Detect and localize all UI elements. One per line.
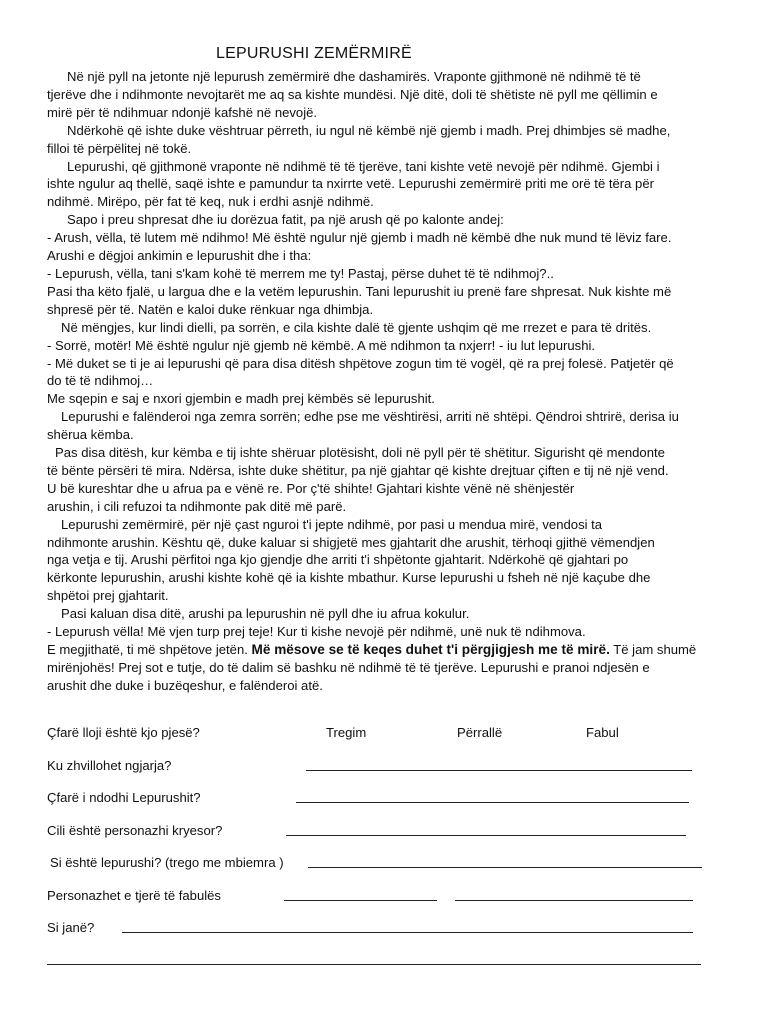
answer-line-other-character-2[interactable] bbox=[455, 900, 693, 901]
answer-line-main-character[interactable] bbox=[286, 835, 686, 836]
story-line: ndihmonte arushin. Kështu që, duke kaluar si shigjetë mes gjahtarit dhe arushit, tërhoqi gjithë vëmendjen bbox=[47, 534, 655, 550]
question-type: Çfarë lloji është kjo pjesë? bbox=[47, 725, 200, 740]
story-line: shërua këmba. bbox=[47, 427, 134, 443]
story-line: Pasi tha këto fjalë, u largua dhe e la vetëm lepurushin. Tani lepurushit iu prenë fare shpresat. Nuk kishte më bbox=[47, 283, 672, 299]
story-line: mirënjohës! Prej sot e tutje, do të dalim së bashku në ndihmë të të tjerëve. Lepurushi e pranoi ndjesën e bbox=[47, 659, 650, 675]
story-line: Në një pyll na jetonte një lepurush zemërmirë dhe dashamirës. Vraponte gjithmonë në ndihmë të të bbox=[67, 69, 641, 84]
story-line: nga vetja e tij. Arushi përfitoi nga kjo gjendje dhe arriti t'i shpëtonte gjahtarit. Ndërkohë që gjahtari po bbox=[47, 552, 629, 568]
story-line: Në mëngjes, kur lindi dielli, pa sorrën, e cila kishte dalë të gjente ushqim që me rrezet e para të dritës. bbox=[61, 319, 652, 335]
story-line: ndihmë. Mirëpo, për fat të keq, nuk i erdhi asnjë ndihmë. bbox=[47, 194, 374, 210]
story-line: Ndërkohë që ishte duke vështruar përreth, iu ngul në këmbë një gjemb i madh. Prej dhimbjes së madhe, bbox=[67, 122, 671, 138]
story-line: Lepurushi, që gjithmonë vraponte në ndihmë të të tjerëve, tani kishte vetë nevojë për ndihmë. Gjembi i bbox=[67, 158, 660, 174]
answer-line-setting[interactable] bbox=[306, 770, 692, 771]
story-line: do të të ndihmoj… bbox=[47, 373, 154, 389]
story-line: shpresë për të. Natën e kaloi duke rënkuar nga dhimbja. bbox=[47, 301, 374, 317]
answer-line-other-character-1[interactable] bbox=[284, 900, 437, 901]
story-line: shpëtoi prej gjahtarit. bbox=[47, 588, 169, 604]
story-line: - Lepurush, vëlla, tani s'kam kohë të merrem me ty! Pastaj, përse duhet të të ndihmoj?.. bbox=[47, 265, 554, 281]
story-line: mirë për të ndihmuar ndonjë kafshë në nevojë. bbox=[47, 104, 318, 120]
option-perralle[interactable]: Përrallë bbox=[457, 725, 503, 740]
option-fabul[interactable]: Fabul bbox=[586, 725, 619, 740]
question-main-character: Cili është personazhi kryesor? bbox=[47, 823, 223, 838]
story-title: LEPURUSHI ZEMËRMIRË bbox=[216, 45, 412, 62]
story-text-span: E megjithatë, ti më shpëtove jetën. bbox=[47, 642, 248, 657]
story-line: - Arush, vëlla, të lutem më ndihmo! Më është ngulur një gjemb i madh në këmbë dhe nuk mund të lëviz fare. bbox=[47, 230, 672, 246]
moral-text: Më mësove se të keqes duhet t'i përgjigjesh me të mirë. bbox=[251, 642, 610, 657]
question-event: Çfarë i ndodhi Lepurushit? bbox=[47, 790, 201, 805]
story-line: arushin, i cili refuzoi ta ndihmonte pak ditë më parë. bbox=[47, 498, 347, 514]
story-line: Lepurushi zemërmirë, për një çast nguroi t'i jepte ndihmë, por pasi u mendua mirë, vendosi ta bbox=[61, 516, 603, 532]
option-tregim[interactable]: Tregim bbox=[326, 725, 367, 740]
answer-line-adjectives[interactable] bbox=[308, 867, 702, 868]
story-line bbox=[47, 641, 737, 659]
story-line: Pasi kaluan disa ditë, arushi pa lepurushin në pyll dhe iu afrua kokulur. bbox=[61, 606, 470, 622]
story-line: - Lepurush vëlla! Më vjen turp prej teje! Kur ti kishe nevojë për ndihmë, unë nuk të ndihmova. bbox=[47, 624, 586, 640]
question-setting: Ku zhvillohet ngjarja? bbox=[47, 758, 172, 773]
story-line: Sapo i preu shpresat dhe iu dorëzua fatit, pa një arush që po kalonte andej: bbox=[67, 212, 504, 228]
story-line: U bë kureshtar dhe u afrua pa e vënë re. Por ç'të shihte! Gjahtari kishte vënë në shënjestër bbox=[47, 480, 575, 496]
story-line: ishte ngulur aq thellë, saqë ishte e pamundur ta nxirrte vetë. Lepurushi zemërmirë priti me orë të tëra për bbox=[47, 176, 654, 192]
story-line: Arushi e dëgjoi ankimin e lepurushit dhe i tha: bbox=[47, 248, 312, 264]
story-line: - Sorrë, motër! Më është ngulur një gjemb në këmbë. A më ndihmon ta nxjerr! - iu lut lepurushi. bbox=[47, 337, 596, 353]
question-how-are-they: Si janë? bbox=[47, 920, 95, 935]
story-line: filloi të përpëlitej në tokë. bbox=[47, 140, 192, 156]
question-adjectives: Si është lepurushi? (trego me mbiemra ) bbox=[50, 855, 284, 870]
answer-line-extra[interactable] bbox=[47, 964, 701, 965]
story-text-span: Të jam shumë bbox=[613, 642, 697, 657]
answer-line-how-are-they[interactable] bbox=[122, 932, 693, 933]
story-line: Me sqepin e saj e nxori gjembin e madh prej këmbës së lepurushit. bbox=[47, 391, 435, 407]
story-line: të bënte përsëri të mira. Ndërsa, ishte duke shëtitur, pa një gjahtar që kishte drejtuar çiften e tij në një vend. bbox=[47, 462, 669, 478]
story-line: kërkonte lepurushin, arushi kishte kohë që ia kishte mbathur. Kurse lepurushi u fsheh në një kaçube dhe bbox=[47, 570, 651, 586]
story-line: Pas disa ditësh, kur këmba e tij ishte shëruar plotësisht, doli në pyll për të shëtitur. Sigurisht që mendonte bbox=[55, 445, 665, 461]
story-line: arushit dhe duke i buzëqeshur, e falënderoi atë. bbox=[47, 677, 323, 693]
story-line: tjerëve dhe i ndihmonte nevojtarët me aq sa kishte mundësi. Një ditë, doli të shëtiste në pyll me qëllimin e bbox=[47, 86, 658, 102]
story-line: - Më duket se ti je ai lepurushi që para disa ditësh shpëtove zogun tim të vogël, që ra prej folesë. Patjetër që bbox=[47, 355, 674, 371]
question-other-characters: Personazhet e tjerë të fabulës bbox=[47, 888, 221, 903]
story-line: Lepurushi e falënderoi nga zemra sorrën; edhe pse me vështirësi, arriti në shtëpi. Qëndroi shtrirë, derisa iu bbox=[61, 409, 679, 425]
story-text bbox=[47, 68, 737, 695]
answer-line-event[interactable] bbox=[296, 802, 689, 803]
